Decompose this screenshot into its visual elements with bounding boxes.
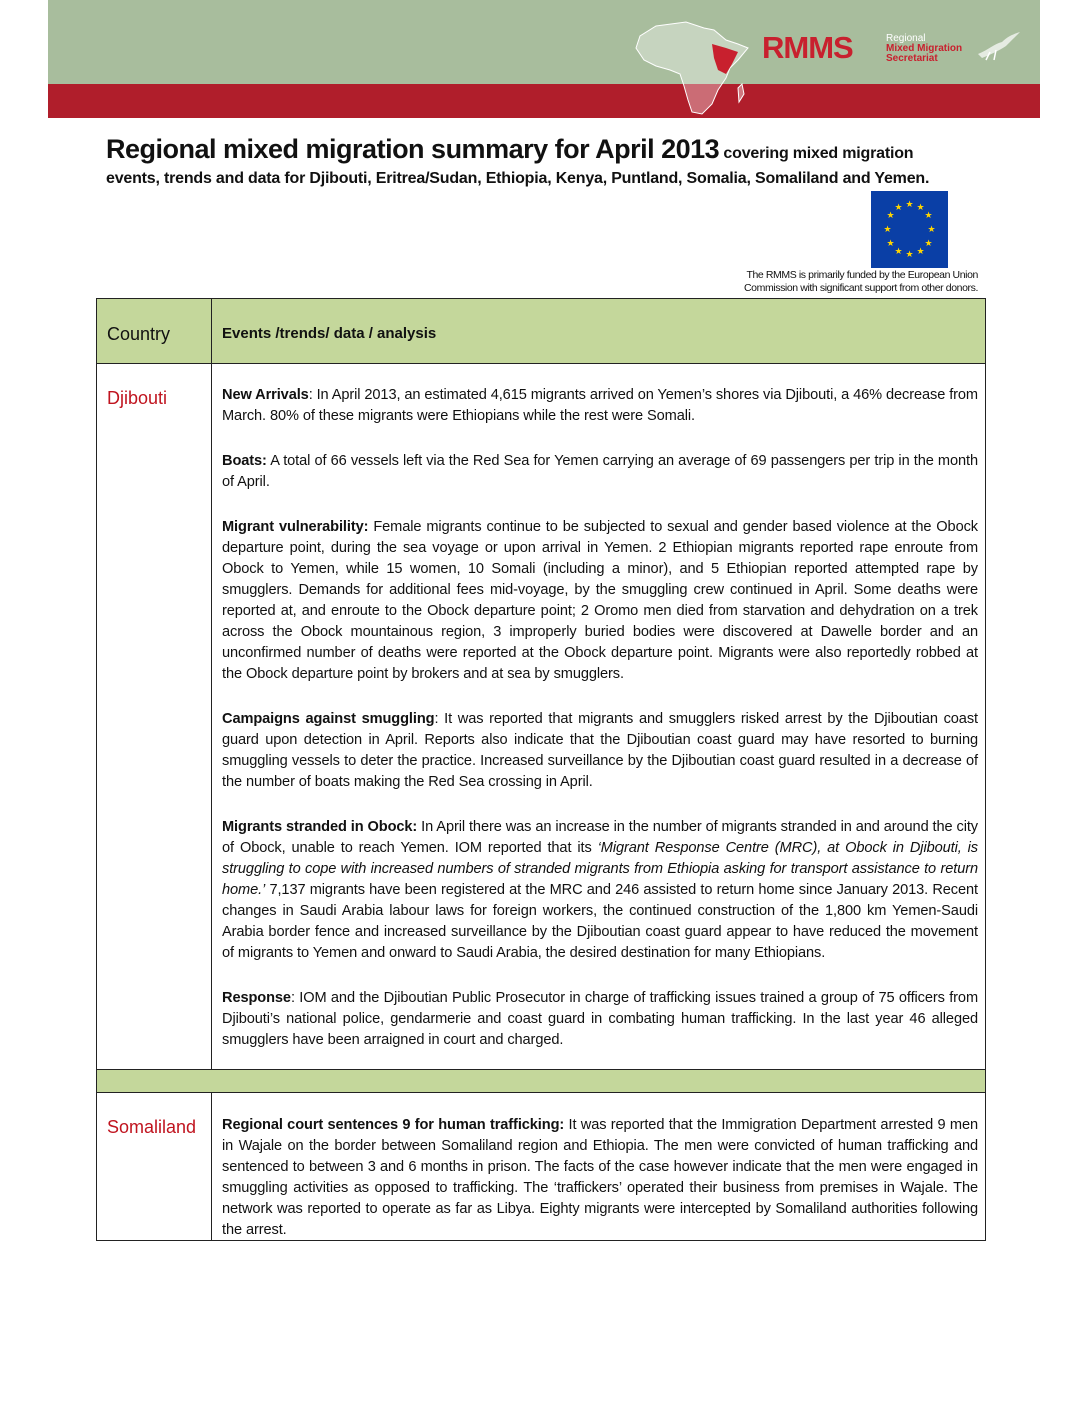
svg-text:★: ★ <box>927 225 936 235</box>
table-separator-row <box>97 1069 985 1093</box>
country-djibouti: Djibouti <box>107 388 168 408</box>
svg-text:★: ★ <box>916 247 925 257</box>
paragraph-boats: Boats: A total of 66 vessels left via the Red Sea for Yemen carrying an average of 69 passengers per trip in the month of April. <box>222 453 978 490</box>
svg-text:★: ★ <box>924 211 933 221</box>
africa-map-icon <box>626 18 756 118</box>
svg-text:★: ★ <box>924 239 933 249</box>
paragraph-campaigns-against-smuggling: Campaigns against smuggling: It was reported that migrants and smugglers risked arrest by the Djiboutian coast guard upon detection in April. Reports also indicate that the Djiboutian coast guard may have resorted to burning smuggling vessels to deter the practice. Increased surveillance by the Djiboutian coast guard resulted in a decrease of the number of boats making the Red Sea crossing in April. <box>222 711 978 790</box>
paragraph-response: Response: IOM and the Djiboutian Public Prosecutor in charge of trafficking issues trained a group of 75 officers from Djibouti’s national police, gendarmerie and coast guard in combating human trafficking. In the last year 46 alleged smugglers have been arraigned in court and charged. <box>222 990 978 1048</box>
svg-text:★: ★ <box>916 203 925 213</box>
somaliland-events-cell <box>222 1115 978 1241</box>
svg-text:★: ★ <box>894 247 903 257</box>
page-title: Regional mixed migration summary for April 2013 covering mixed migration <box>106 134 914 164</box>
bird-logo-icon <box>976 30 1022 62</box>
migration-summary-table <box>96 298 986 1241</box>
page-subtitle: events, trends and data for Djibouti, Eritrea/Sudan, Ethiopia, Kenya, Puntland, Somalia, Somaliland and Yemen. <box>106 170 930 187</box>
svg-text:★: ★ <box>883 225 892 235</box>
paragraph-regional-court: Regional court sentences 9 for human trafficking: It was reported that the Immigration Department arrested 9 men in Wajale on the border between Somaliland region and Ethiopia. The men were convicted of human trafficking and sentenced to between 3 and 6 months in prison. The facts of the case however indicate that the men were engaged in smuggling activities as opposed to trafficking. The ‘traffickers’ operated their business from premises in Wajale. The network was reported to operate as far as Libya. Eighty migrants were intercepted by Somaliland authorities following the arrest. <box>222 1117 978 1238</box>
rmms-logo: RMMS <box>762 30 853 65</box>
column-header-events: Events /trends/ data / analysis <box>222 325 437 342</box>
svg-text:★: ★ <box>905 200 914 210</box>
svg-text:★: ★ <box>894 203 903 213</box>
djibouti-events-cell <box>222 385 978 1075</box>
svg-text:★: ★ <box>905 250 914 260</box>
paragraph-new-arrivals: New Arrivals: In April 2013, an estimated 4,615 migrants arrived on Yemen’s shores via Djibouti, a 46% decrease from March. 80% of these migrants were Ethiopians while the rest were Somali. <box>222 387 978 424</box>
column-divider <box>211 299 212 1240</box>
rmms-logo-subtitle: Regional Mixed Migration Secretariat <box>886 33 963 64</box>
funding-note: The RMMS is primarily funded by the European Union Commission with significant support from other donors. <box>743 269 978 294</box>
paragraph-migrants-stranded: Migrants stranded in Obock: In April there was an increase in the number of migrants stranded in and around the city of Obock, unable to reach Yemen. IOM reported that its ‘Migrant Response Centre (MRC), at Obock in Djibouti, is struggling to cope with increased numbers of stranded migrants from Ethiopia asking for transport assistance to return home.’ 7,137 migrants have been registered at the MRC and 246 assisted to return home since January 2013. Recent changes in Saudi Arabia labour laws for foreign workers, the continued construction of the 1,800 km Yemen-Saudi Arabia border fence and increased surveillance by the Djiboutian coast guard appear to have reduced the movement of migrants to Yemen and onward to Saudi Arabia, the desired destination for many Ethiopians. <box>222 819 979 961</box>
banner-red-band <box>48 84 1040 118</box>
svg-text:★: ★ <box>886 211 895 221</box>
country-somaliland: Somaliland <box>107 1117 197 1137</box>
paragraph-migrant-vulnerability: Migrant vulnerability: Female migrants continue to be subjected to sexual and gender based violence at the Obock departure point, during the sea voyage or upon arrival in Yemen. 2 Ethiopian migrants reported rape enroute from Obock to Yemen, while 15 women, 10 Somali (including a minor), and 5 Ethiopian reported attempted rape by smugglers. Demands for additional fees mid-voyage, by the smuggling crew continued in April. Some deaths were reported at, and enroute to the Obock departure point; 2 Oromo men died from starvation and dehydration on a trek across the Obock mountainous region, 3 improperly buried bodies were discovered at Dawelle border and an unconfirmed number of deaths were reported at the Obock departure point. Migrants were also reportedly robbed at the Obock departure point by brokers and at sea by smugglers. <box>222 519 978 682</box>
table-header-row <box>97 299 985 364</box>
header-banner <box>48 0 1040 118</box>
column-header-country: Country <box>107 324 171 344</box>
eu-flag-icon <box>871 191 948 268</box>
svg-text:★: ★ <box>886 239 895 249</box>
